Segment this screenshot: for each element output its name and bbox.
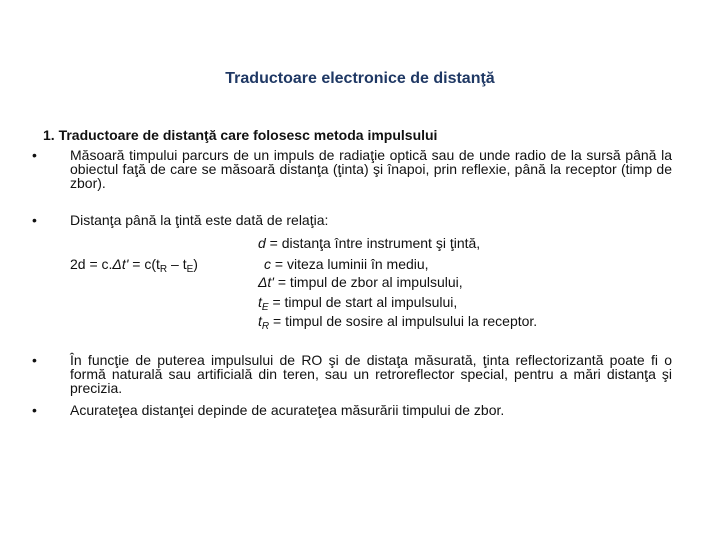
legend-c [264,257,429,271]
bullet-text-accuracy: Acurateţea distanţei depinde de acurateţea măsurării timpului de zbor. [70,402,505,418]
bullet-text-distance-relation: Distanţa până la ţintă este dată de relaţia: [70,212,329,228]
section-heading: 1. Traductoare de distanţă care folosesc metoda impulsului [43,127,438,143]
bullet-marker: • [32,402,37,418]
formula-sub-e: E [186,264,194,275]
legend-delta-t [258,275,463,289]
bullet-text-reflector: În funcţie de puterea impulsului de RO şi de distaţa măsurată, ţinta reflectorizantă poate fi o formă naturală sau artificială din teren, sau un retroreflector special, pentru a mări distanţa şi precizia. [70,352,672,396]
legend-c-text: = viteza luminii în mediu, [271,256,429,272]
legend-t-r-symbol: t [258,313,262,329]
formula-delta-t: Δt' [112,256,129,272]
slide-title: Traductoare electronice de distanţă [225,70,495,87]
legend-t-r [258,313,538,332]
legend-delta-t-symbol: Δt' [258,274,274,290]
legend-t-r-sub: R [261,321,270,332]
legend-t-r-text: = timpul de sosire al impulsului la receptor. [269,313,538,329]
formula-sub-r: R [159,264,168,275]
formula-close: ) [193,256,198,272]
legend-d-symbol: d [258,235,266,251]
bullet-text-measurement: Măsoară timpului parcurs de un impuls de radiaţie optică sau de unde radio de la sursă până la obiectul faţă de care se măsoară distanţa (ţinta) şi înapoi, prin reflexie, până la receptor (timp de zbor). [70,147,672,191]
bullet-marker: • [32,147,37,163]
legend-d [258,236,480,250]
formula-mid: = c(t [128,256,160,272]
bullet-marker: • [32,212,37,228]
legend-t-e-sub: E [261,302,269,313]
bullet-marker: • [32,352,37,368]
legend-delta-t-text: = timpul de zbor al impulsului, [273,274,463,290]
formula-lhs: 2d = c. [70,256,113,272]
formula-minus: – t [167,256,187,272]
legend-t-e-text: = timpul de start al impulsului, [268,294,458,310]
legend-t-e-symbol: t [258,294,262,310]
distance-formula [70,256,198,275]
legend-d-text: = distanţa între instrument şi ţintă, [265,235,481,251]
legend-t-e [258,294,458,313]
legend-c-symbol: c [264,256,271,272]
